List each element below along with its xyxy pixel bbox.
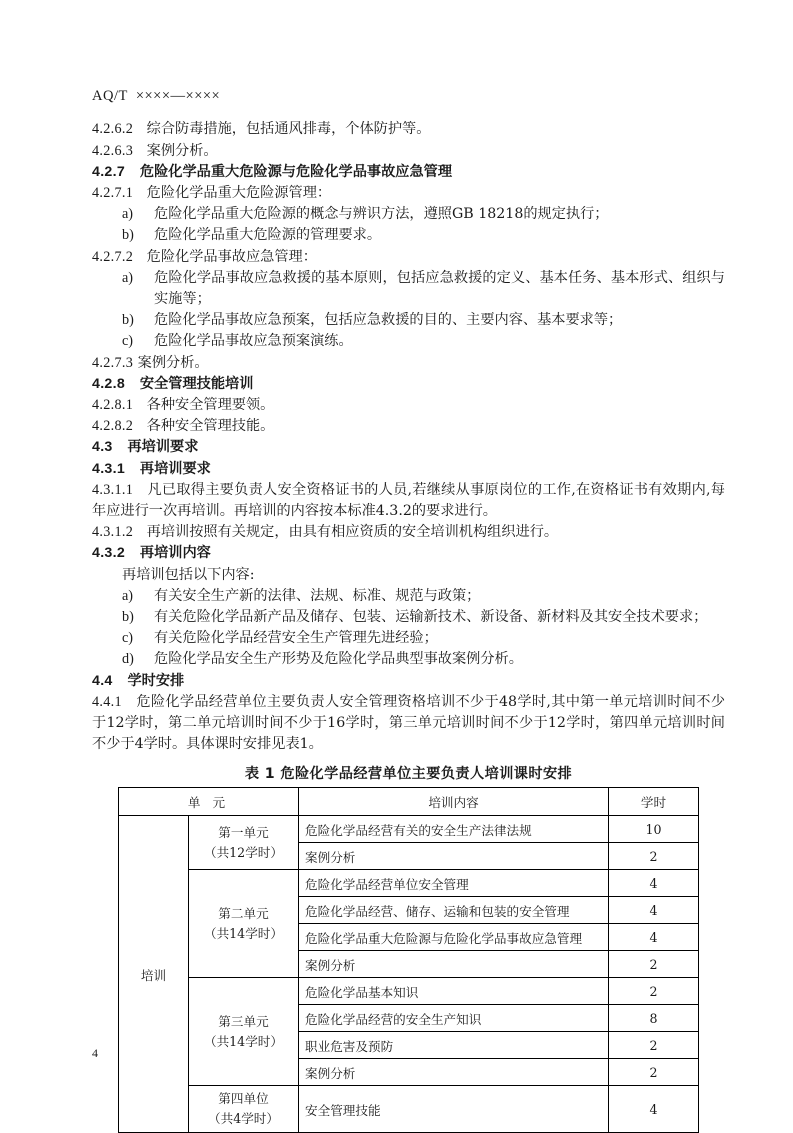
list-marker: d) [122, 651, 134, 668]
clause-number: 4.4 [92, 672, 113, 689]
unit-subtotal: （共4学时） [208, 1111, 279, 1127]
list-item-text: 危险化学品重大危险源的概念与辨识方法，遵照GB 18218的规定执行； [154, 206, 609, 223]
clause-text: 危险化学品经营单位主要负责人安全管理资格培训不少于48学时,其中第一单元培训时间不少于12学时，第二单元培训时间不少于16学时，第三单元培训时间不少于12学时，第四单元培训时间不少于4学时。具体课时安排见表1。 [92, 693, 726, 753]
clause-number: 4.2.7 [92, 163, 126, 180]
clause-4-2-8-2 [92, 416, 725, 437]
hours-cell: 4 [609, 924, 699, 951]
clause-text: 案例分析。 [137, 354, 209, 371]
clause-number: 4.2.8.1 [92, 397, 134, 414]
table-caption: 表 1 危险化学品经营单位主要负责人培训课时安排 [244, 766, 573, 783]
list-item-text: 危险化学品安全生产形势及危险化学品典型事故案例分析。 [154, 651, 523, 668]
clause-number: 4.2.7.2 [92, 248, 134, 265]
list-item [92, 331, 725, 352]
clause-4-2-7-1 [92, 183, 725, 204]
heading-4-2-7 [92, 162, 725, 183]
table-row [118, 870, 698, 897]
list-item [92, 628, 725, 649]
clause-number: 4.2.7.1 [92, 185, 134, 201]
hours-cell: 10 [609, 816, 699, 843]
heading-text: 安全管理技能培训 [139, 375, 254, 392]
content-cell: 案例分析 [299, 1059, 609, 1086]
hours-cell: 4 [609, 897, 699, 924]
retrain-list-lead: 再培训包括以下内容: [122, 566, 255, 583]
hours-cell: 2 [609, 1032, 699, 1059]
list-item [92, 310, 725, 331]
list-item-text: 有关安全生产新的法律、法规、标准、规范与政策； [154, 587, 481, 604]
list-marker: a) [122, 206, 134, 223]
table-row [118, 816, 698, 843]
content-cell: 危险化学品经营的安全生产知识 [299, 1005, 609, 1032]
clause-number: 4.2.8 [92, 375, 126, 392]
heading-4-3-1 [92, 459, 725, 480]
list-item-text: 有关危险化学品经营安全生产管理先进经验； [154, 630, 438, 647]
page-number: 4 [92, 1046, 98, 1060]
unit-cell [188, 816, 298, 870]
clause-number: 4.2.6.2 [92, 121, 134, 138]
content-cell: 危险化学品基本知识 [299, 978, 609, 1005]
clause-4-2-6-3 [92, 141, 725, 162]
hours-cell: 2 [609, 843, 699, 870]
clause-number: 4.3.1 [92, 460, 126, 477]
list-marker: b) [122, 609, 134, 626]
heading-4-4 [92, 671, 725, 692]
hours-cell: 4 [609, 870, 699, 897]
clause-4-2-8-1 [92, 395, 725, 416]
clause-4-2-6-2 [92, 119, 725, 140]
heading-text: 再培训要求 [127, 439, 199, 456]
content-cell: 案例分析 [299, 951, 609, 978]
list-marker: c) [122, 630, 134, 647]
clause-text: 凡已取得主要负责人安全资格证书的人员,若继续从事原岗位的工作,在资格证书有效期内,每年应进行一次再培训。再培训的内容按本标准4.3.2的要求进行。 [92, 481, 725, 520]
clause-text: 危险化学品事故应急管理： [146, 248, 317, 265]
content-cell: 职业危害及预防 [299, 1032, 609, 1059]
clause-number: 4.4.1 [92, 693, 122, 710]
clause-number: 4.3.1.1 [92, 481, 134, 498]
content-cell: 危险化学品经营、储存、运输和包装的安全管理 [299, 897, 609, 924]
row-group-label-training: 培训 [118, 816, 188, 1133]
column-header-hours: 学时 [609, 788, 699, 816]
table-header-row [118, 788, 698, 816]
clause-4-2-7-3 [92, 353, 725, 374]
content-cell: 案例分析 [299, 843, 609, 870]
table-row [118, 1086, 698, 1133]
heading-4-3-2 [92, 543, 725, 564]
list-item [92, 268, 725, 310]
list-marker: b) [122, 312, 134, 329]
hours-cell: 8 [609, 1005, 699, 1032]
heading-text: 再培训要求 [139, 460, 211, 477]
clause-4-2-7-2 [92, 247, 725, 268]
list-marker: b) [122, 227, 134, 244]
column-header-unit: 单 元 [118, 788, 298, 816]
standard-code-header: AQ/T ××××—×××× [92, 88, 221, 104]
list-marker: a) [122, 587, 134, 604]
list-marker: a) [122, 269, 134, 286]
clause-number: 4.3.2 [92, 545, 126, 562]
heading-text: 再培训内容 [139, 545, 211, 562]
hours-cell: 2 [609, 1059, 699, 1086]
clause-text: 各种安全管理技能。 [146, 418, 275, 435]
list-item [92, 586, 725, 607]
clause-number: 4.2.8.2 [92, 418, 134, 435]
clause-4-3-1-2 [92, 522, 725, 543]
training-schedule-table [118, 787, 699, 1133]
clause-text: 危险化学品重大危险源管理： [146, 185, 332, 201]
unit-name: 第四单位 [218, 1091, 269, 1107]
clause-text: 再培训按照有关规定，由具有相应资质的安全培训机构组织进行。 [146, 524, 559, 541]
hours-cell: 4 [609, 1086, 699, 1133]
unit-cell [188, 870, 298, 978]
list-marker: c) [122, 333, 134, 350]
list-item-text: 危险化学品重大危险源的管理要求。 [154, 227, 382, 244]
heading-4-2-8 [92, 374, 725, 395]
table-row [118, 978, 698, 1005]
hours-cell: 2 [609, 951, 699, 978]
hours-cell: 2 [609, 978, 699, 1005]
unit-cell [188, 1086, 298, 1133]
column-header-content: 培训内容 [299, 788, 609, 816]
clause-number: 4.3 [92, 439, 113, 456]
heading-text: 学时安排 [127, 672, 185, 689]
list-item-text: 有关危险化学品新产品及储存、包装、运输新技术、新设备、新材料及其安全技术要求； [154, 609, 708, 626]
list-item-text: 危险化学品事故应急预案演练。 [154, 333, 353, 350]
heading-4-3 [92, 437, 725, 458]
unit-cell [188, 978, 298, 1086]
unit-name: 第三单元 [218, 1013, 269, 1029]
unit-subtotal: （共14学时） [203, 925, 283, 941]
content-cell: 危险化学品重大危险源与危险化学品事故应急管理 [299, 924, 609, 951]
unit-subtotal: （共14学时） [203, 1033, 283, 1049]
clause-number: 4.2.7.3 [92, 354, 134, 371]
list-item-text: 危险化学品事故应急救援的基本原则，包括应急救援的定义、基本任务、基本形式、组织与实施等； [154, 269, 725, 308]
list-item [92, 649, 725, 670]
clause-text: 各种安全管理要领。 [146, 397, 275, 414]
list-item-text: 危险化学品事故应急预案，包括应急救援的目的、主要内容、基本要求等； [154, 312, 623, 329]
unit-subtotal: （共12学时） [203, 844, 283, 860]
clause-text: 案例分析。 [146, 142, 218, 159]
list-item [92, 225, 725, 246]
content-cell: 危险化学品经营有关的安全生产法律法规 [299, 816, 609, 843]
clause-number: 4.2.6.3 [92, 142, 134, 159]
clause-4-3-1-1 [92, 480, 725, 522]
content-cell: 安全管理技能 [299, 1086, 609, 1133]
clause-4-4-1 [92, 692, 725, 756]
unit-name: 第一单元 [218, 824, 269, 840]
list-item [92, 607, 725, 628]
content-cell: 危险化学品经营单位安全管理 [299, 870, 609, 897]
clause-number: 4.3.1.2 [92, 524, 134, 541]
heading-text: 危险化学品重大危险源与危险化学品事故应急管理 [139, 163, 453, 180]
clause-text: 综合防毒措施，包括通风排毒，个体防护等。 [146, 121, 431, 138]
list-item [92, 204, 725, 225]
unit-name: 第二单元 [218, 905, 269, 921]
